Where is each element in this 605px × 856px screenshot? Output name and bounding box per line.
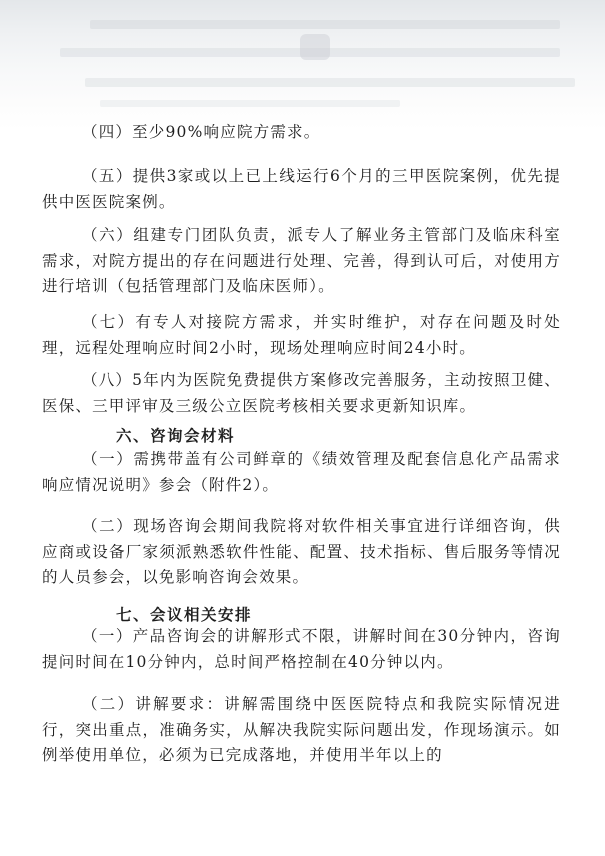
scan-speck (300, 34, 330, 60)
bleed-through-line (90, 20, 560, 29)
scan-residue (0, 0, 605, 120)
bleed-through-line (85, 78, 575, 87)
paragraph-item-7: （七）有专人对接院方需求，并实时维护，对存在问题及时处理，远程处理响应时间2小时，现场处理响应时间24小时。 (42, 313, 561, 357)
section-seven-item-1: （一）产品咨询会的讲解形式不限，讲解时间在30分钟内，咨询提问时间在10分钟内，总时间严格控制在40分钟以内。 (42, 627, 561, 671)
section-six-item-2: （二）现场咨询会期间我院将对软件相关事宜进行详细咨询，供应商或设备厂家须派熟悉软件性能、配置、技术指标、售后服务等情况的人员参会，以免影响咨询会效果。 (42, 517, 561, 586)
paragraph-item-5: （五）提供3家或以上已上线运行6个月的三甲医院案例，优先提供中医医院案例。 (42, 167, 561, 211)
paragraph-item-4: （四）至少90%响应院方需求。 (82, 123, 321, 141)
section-seven-item-2: （二）讲解要求：讲解需围绕中医医院特点和我院实际情况进行，突出重点，准确务实，从解决我院实际问题出发，作现场演示。如例举使用单位，必须为已完成落地，并使用半年以上的 (42, 695, 561, 764)
paragraph-item-6: （六）组建专门团队负责，派专人了解业务主管部门及临床科室需求，对院方提出的存在问题进行处理、完善，得到认可后，对使用方进行培训（包括管理部门及临床医师）。 (42, 226, 561, 295)
section-six-item-1: （一）需携带盖有公司鲜章的《绩效管理及配套信息化产品需求响应情况说明》参会（附件2）。 (42, 450, 561, 494)
bleed-through-line (100, 100, 400, 107)
bleed-through-line (60, 48, 560, 57)
paragraph-item-8: （八）5年内为医院免费提供方案修改完善服务，主动按照卫健、医保、三甲评审及三级公立医院考核相关要求更新知识库。 (42, 371, 561, 415)
section-heading-consultation-materials: 六、咨询会材料 (116, 427, 236, 445)
section-heading-meeting-arrangements: 七、会议相关安排 (116, 606, 253, 624)
